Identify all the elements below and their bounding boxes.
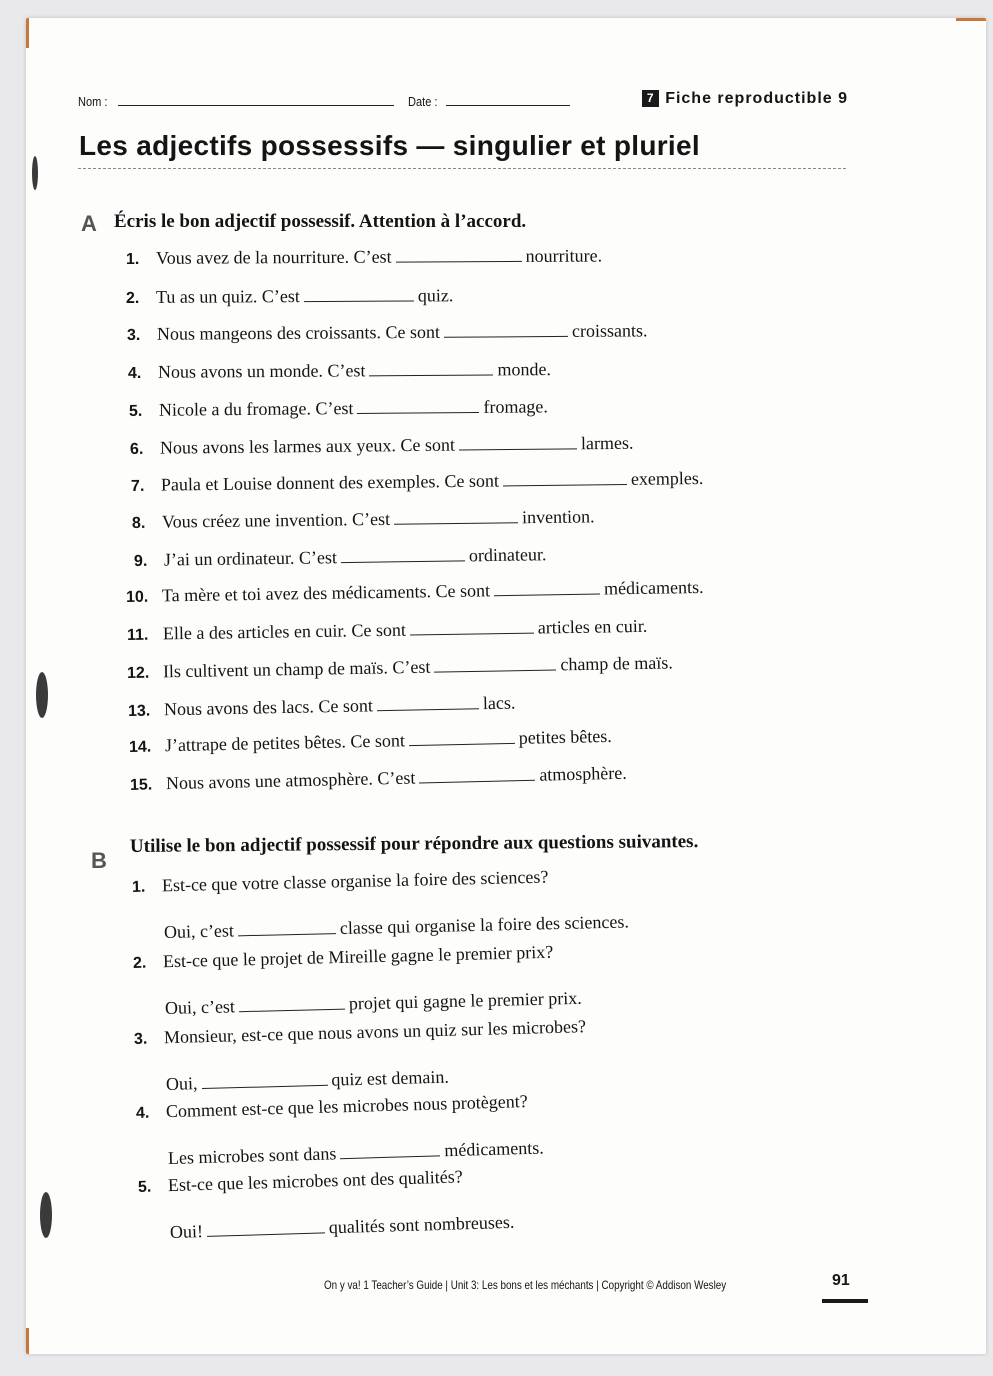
- answer-blank[interactable]: [340, 1141, 440, 1159]
- exercise-b-answer: [165, 988, 582, 1022]
- question-text: Est-ce que les microbes ont des qualités?: [167, 1166, 464, 1196]
- item-text-before: Ta mère et toi avez des médicaments. Ce sont: [161, 580, 491, 606]
- section-a-letter: A: [81, 211, 97, 236]
- page-number: 91: [832, 1272, 850, 1289]
- item-text-after: lacs.: [482, 692, 516, 714]
- question-text: Comment est-ce que les microbes nous protègent?: [165, 1091, 528, 1122]
- item-text-before: Nous avons des lacs. Ce sont: [163, 695, 374, 720]
- exercise-a-item: [130, 433, 634, 462]
- question-text: Est-ce que le projet de Mireille gagne le premier prix?: [162, 941, 554, 972]
- answer-blank[interactable]: [444, 322, 568, 338]
- answer-blank[interactable]: [207, 1218, 325, 1236]
- answer-text-before: Oui, c’est: [164, 996, 236, 1018]
- item-number: 11.: [126, 626, 149, 644]
- item-text-before: Nous avons une atmosphère. C’est: [165, 767, 416, 794]
- item-number: 2.: [125, 289, 140, 307]
- answer-blank[interactable]: [434, 656, 556, 673]
- item-text-after: exemples.: [630, 468, 704, 489]
- item-text-after: monde.: [497, 359, 552, 380]
- question-text: Monsieur, est-ce que nous avons un quiz sur les microbes?: [163, 1016, 587, 1048]
- item-number: 15.: [129, 776, 153, 794]
- item-number: 2.: [132, 954, 147, 972]
- exercise-b-answer: [166, 1067, 450, 1098]
- answer-text-after: projet qui gagne le premier prix.: [348, 987, 582, 1014]
- item-text-after: petites bêtes.: [518, 725, 612, 748]
- item-text-after: articles en cuir.: [537, 615, 648, 638]
- section-b-letter: B: [91, 848, 107, 873]
- answer-text-before: Oui, c’est: [163, 920, 235, 942]
- exercise-a-item: [131, 468, 704, 499]
- item-number: 6.: [129, 440, 144, 458]
- exercise-a-item: [126, 246, 602, 272]
- answer-blank[interactable]: [409, 729, 515, 746]
- exercise-b-answer: [168, 1138, 544, 1172]
- item-text-after: fromage.: [483, 396, 548, 417]
- answer-blank[interactable]: [238, 919, 336, 936]
- fiche-title: [642, 90, 848, 108]
- exercise-a-item: [130, 763, 627, 798]
- nom-label: Nom :: [78, 94, 108, 109]
- item-text-after: invention.: [521, 506, 595, 528]
- item-text-before: Tu as un quiz. C’est: [155, 286, 300, 307]
- item-number: 8.: [131, 514, 146, 532]
- answer-blank[interactable]: [410, 619, 534, 636]
- exercise-b-question: [132, 867, 549, 900]
- binder-hole-icon: [32, 156, 38, 190]
- page-title: Les adjectifs possessifs — singulier et pluriel: [79, 130, 700, 161]
- exercise-b-question: [133, 942, 554, 976]
- date-label: Date :: [408, 94, 438, 109]
- page-corner-mark: [26, 1328, 29, 1354]
- answer-blank[interactable]: [494, 580, 600, 597]
- item-text-after: larmes.: [580, 432, 634, 454]
- item-number: 14.: [128, 738, 152, 756]
- exercise-a-item: [128, 693, 516, 724]
- answer-blank[interactable]: [396, 247, 522, 263]
- answer-blank[interactable]: [369, 360, 493, 376]
- item-number: 3.: [126, 326, 141, 344]
- exercise-a-item: [127, 616, 648, 648]
- exercise-a-item: [127, 652, 673, 686]
- exercise-a-item: [126, 577, 704, 610]
- answer-text-before: Les microbes sont dans: [167, 1143, 337, 1168]
- item-number: 1.: [131, 878, 146, 896]
- binder-hole-icon: [36, 672, 48, 718]
- section-a-instruction: Écris le bon adjectif possessif. Attention à l’accord.: [114, 211, 527, 232]
- exercise-b-answer: [170, 1212, 515, 1246]
- item-number: 12.: [126, 664, 150, 682]
- answer-blank[interactable]: [239, 995, 345, 1013]
- binder-hole-icon: [40, 1192, 52, 1238]
- answer-blank[interactable]: [304, 286, 414, 302]
- page-number-bar: [822, 1299, 868, 1303]
- item-text-before: Nous mangeons des croissants. Ce sont: [156, 321, 441, 344]
- answer-text-after: qualités sont nombreuses.: [328, 1211, 515, 1238]
- item-text-before: Vous avez de la nourriture. C’est: [155, 246, 392, 268]
- item-text-before: Paula et Louise donnent des exemples. Ce sont: [160, 470, 500, 495]
- item-number: 5.: [128, 402, 143, 420]
- item-text-after: médicaments.: [603, 576, 704, 599]
- exercise-a-item: [128, 359, 551, 386]
- item-text-after: nourriture.: [525, 245, 603, 266]
- item-text-before: Vous créez une invention. C’est: [161, 508, 391, 532]
- item-number: 3.: [133, 1030, 148, 1048]
- item-number: 7.: [130, 477, 145, 495]
- answer-text-after: classe qui organise la foire des sciences.: [339, 911, 630, 939]
- fiche-badge: 7: [642, 90, 659, 107]
- answer-blank[interactable]: [201, 1071, 327, 1089]
- item-text-before: J’attrape de petites bêtes. Ce sont: [164, 730, 406, 756]
- answer-blank[interactable]: [394, 508, 518, 525]
- answer-blank[interactable]: [459, 434, 577, 450]
- answer-text-before: Oui,: [165, 1073, 198, 1094]
- item-text-after: atmosphère.: [539, 762, 627, 785]
- answer-blank[interactable]: [341, 546, 465, 563]
- item-number: 4.: [127, 364, 142, 382]
- item-number: 10.: [125, 588, 149, 606]
- item-text-before: Elle a des articles en cuir. Ce sont: [162, 619, 407, 644]
- exercise-b-answer: [164, 911, 629, 946]
- exercise-a-item: [129, 726, 612, 760]
- exercise-a-item: [132, 506, 595, 536]
- item-number: 1.: [125, 250, 140, 268]
- page-corner-mark: [956, 18, 986, 21]
- item-text-before: Nicole a du fromage. C’est: [158, 398, 354, 420]
- item-text-before: Ils cultivent un champ de maïs. C’est: [162, 656, 431, 682]
- exercise-a-item: [134, 544, 547, 574]
- title-divider: [78, 168, 846, 169]
- answer-blank[interactable]: [377, 694, 479, 711]
- question-text: Est-ce que votre classe organise la foire des sciences?: [161, 866, 549, 896]
- footer-credit: On y va! 1 Teacher’s Guide | Unit 3: Les bons et les méchants | Copyright © Addison Wesley: [324, 1278, 727, 1292]
- item-number: 13.: [127, 702, 151, 720]
- fiche-label: Fiche reproductible 9: [665, 90, 848, 107]
- exercise-b-question: [134, 1016, 587, 1052]
- exercise-a-item: [129, 396, 548, 424]
- item-text-after: quiz.: [417, 285, 454, 306]
- page-corner-mark: [26, 18, 29, 48]
- item-number: 5.: [137, 1178, 152, 1196]
- answer-blank[interactable]: [419, 766, 535, 784]
- item-text-after: champ de maïs.: [560, 652, 673, 675]
- date-field-line: [446, 105, 570, 106]
- item-text-before: J’ai un ordinateur. C’est: [163, 547, 338, 570]
- item-number: 9.: [133, 552, 148, 570]
- answer-text-after: médicaments.: [444, 1137, 545, 1161]
- answer-text-after: quiz est demain.: [331, 1066, 450, 1090]
- item-text-after: croissants.: [571, 320, 648, 341]
- answer-blank[interactable]: [357, 398, 479, 414]
- answer-text-before: Oui!: [169, 1221, 204, 1242]
- item-text-before: Nous avons les larmes aux yeux. Ce sont: [159, 434, 456, 458]
- exercise-a-item: [127, 320, 648, 348]
- nom-field-line: [118, 105, 394, 106]
- item-text-before: Nous avons un monde. C’est: [157, 360, 366, 382]
- worksheet-page: [26, 18, 986, 1354]
- worksheet-header: [78, 90, 848, 112]
- section-b-instruction: Utilise le bon adjectif possessif pour répondre aux questions suivantes.: [129, 831, 699, 857]
- item-number: 4.: [135, 1104, 150, 1122]
- exercise-a-item: [126, 285, 453, 311]
- answer-blank[interactable]: [503, 470, 627, 487]
- item-text-after: ordinateur.: [468, 544, 547, 566]
